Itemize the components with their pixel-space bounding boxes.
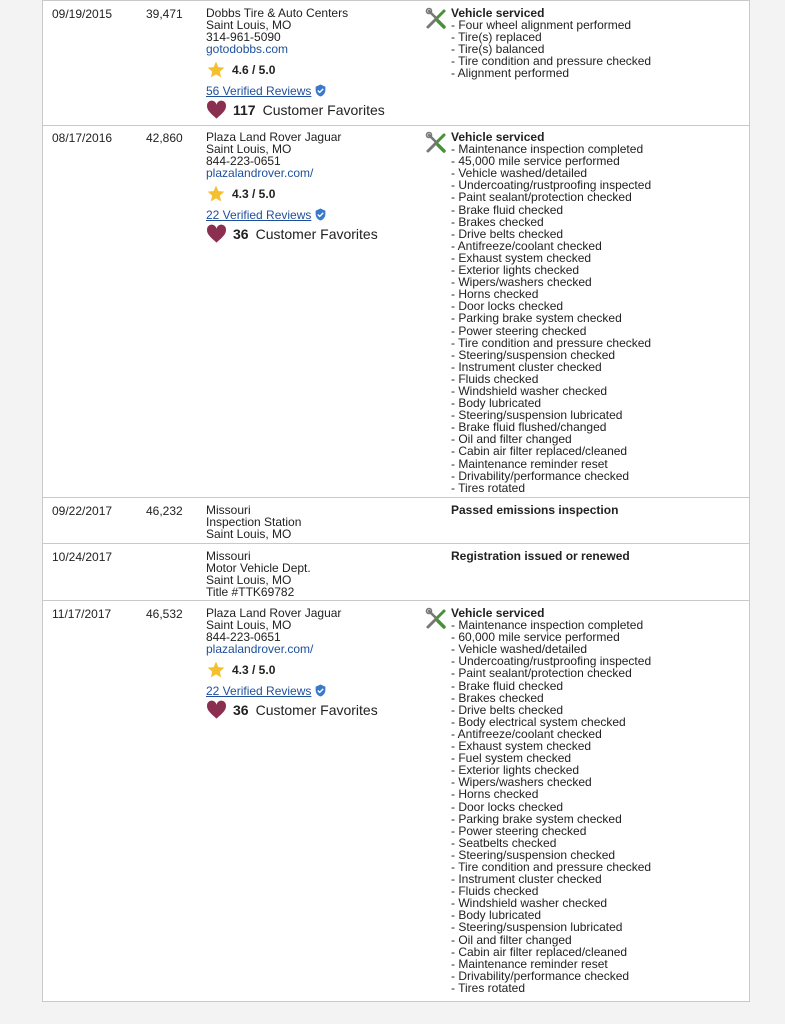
record-mileage: 39,471 bbox=[146, 7, 183, 21]
record-source bbox=[206, 7, 421, 119]
service-item: - Brake fluid flushed/changed bbox=[451, 420, 607, 435]
service-item: - 60,000 mile service performed bbox=[451, 630, 620, 645]
service-item: - Vehicle washed/detailed bbox=[451, 166, 588, 181]
service-item: - Exhaust system checked bbox=[451, 250, 592, 265]
heart-icon bbox=[206, 700, 227, 719]
service-item: - Oil and filter changed bbox=[451, 932, 572, 947]
service-item: - Drivability/performance checked bbox=[451, 968, 630, 983]
service-item: - Body lubricated bbox=[451, 396, 542, 411]
verified-reviews bbox=[206, 84, 421, 97]
service-item: - Body lubricated bbox=[451, 908, 542, 923]
verified-reviews-link[interactable]: 22 Verified Reviews bbox=[206, 683, 312, 698]
service-item: - Paint sealant/protection checked bbox=[451, 666, 632, 681]
star-icon bbox=[206, 184, 226, 204]
service-item: - Paint sealant/protection checked bbox=[451, 190, 632, 205]
service-item: - 45,000 mile service performed bbox=[451, 154, 620, 169]
service-item: - Door locks checked bbox=[451, 799, 564, 814]
verified-reviews bbox=[206, 208, 421, 221]
service-heading: Vehicle serviced bbox=[451, 6, 545, 20]
verified-badge-icon bbox=[314, 684, 327, 697]
service-item: - Maintenance inspection completed bbox=[451, 618, 644, 633]
service-item: - Exterior lights checked bbox=[451, 263, 580, 278]
source-line: Saint Louis, MO bbox=[206, 573, 292, 588]
service-item: - Cabin air filter replaced/cleaned bbox=[451, 444, 628, 459]
verified-badge-icon bbox=[314, 208, 327, 221]
service-item: - Steering/suspension checked bbox=[451, 847, 616, 862]
customer-favorites bbox=[206, 224, 421, 243]
verified-reviews-link[interactable]: 56 Verified Reviews bbox=[206, 83, 312, 98]
service-item: - Brake fluid checked bbox=[451, 202, 564, 217]
service-item: - Four wheel alignment performed bbox=[451, 18, 632, 33]
wrench-screwdriver-icon bbox=[425, 131, 449, 155]
service-item: - Cabin air filter replaced/cleaned bbox=[451, 944, 628, 959]
source-line: Missouri bbox=[206, 503, 251, 517]
record-details bbox=[425, 607, 743, 994]
service-heading: Vehicle serviced bbox=[451, 606, 545, 620]
history-row bbox=[43, 601, 749, 1001]
heart-icon bbox=[206, 224, 227, 243]
service-item: - Parking brake system checked bbox=[451, 311, 622, 326]
service-item: - Exhaust system checked bbox=[451, 739, 592, 754]
rating bbox=[206, 660, 421, 680]
service-item: - Wipers/washers checked bbox=[451, 775, 592, 790]
favorites-label: Customer Favorites bbox=[255, 701, 378, 718]
verified-reviews-link[interactable]: 22 Verified Reviews bbox=[206, 207, 312, 222]
service-lines bbox=[451, 7, 743, 80]
vehicle-history-table bbox=[42, 0, 750, 1002]
title-number: Title #TTK69782 bbox=[206, 585, 295, 600]
service-item: - Door locks checked bbox=[451, 299, 564, 314]
service-item: - Brakes checked bbox=[451, 690, 544, 705]
rating-value: 4.3 / 5.0 bbox=[232, 663, 276, 678]
star-icon bbox=[206, 60, 226, 80]
service-item: - Steering/suspension lubricated bbox=[451, 920, 623, 935]
service-item: - Horns checked bbox=[451, 287, 539, 302]
service-item: - Tire condition and pressure checked bbox=[451, 859, 652, 874]
service-item: - Drive belts checked bbox=[451, 702, 564, 717]
rating bbox=[206, 184, 421, 204]
service-item: - Antifreeze/coolant checked bbox=[451, 238, 602, 253]
service-item: - Exterior lights checked bbox=[451, 763, 580, 778]
service-item: - Brake fluid checked bbox=[451, 678, 564, 693]
record-date: 11/17/2017 bbox=[52, 607, 112, 621]
source-phone: 314-961-5090 bbox=[206, 30, 281, 45]
record-date: 09/22/2017 bbox=[52, 504, 113, 518]
record-source bbox=[206, 607, 421, 719]
service-item: - Alignment performed bbox=[451, 66, 570, 81]
source-name: Plaza Land Rover Jaguar bbox=[206, 606, 342, 620]
rating-value: 4.6 / 5.0 bbox=[232, 63, 276, 78]
service-item: - Power steering checked bbox=[451, 823, 587, 838]
source-line: Inspection Station bbox=[206, 515, 302, 530]
verified-badge-icon bbox=[314, 84, 327, 97]
source-phone: 844-223-0651 bbox=[206, 630, 281, 645]
history-row bbox=[43, 544, 749, 601]
heart-icon bbox=[206, 100, 227, 119]
source-location: Saint Louis, MO bbox=[206, 618, 292, 633]
service-item: - Maintenance reminder reset bbox=[451, 956, 608, 971]
service-item: - Wipers/washers checked bbox=[451, 275, 592, 290]
customer-favorites bbox=[206, 100, 421, 119]
source-website-link[interactable]: gotodobbs.com bbox=[206, 42, 289, 57]
source-location: Saint Louis, MO bbox=[206, 18, 292, 33]
service-item: - Tire condition and pressure checked bbox=[451, 335, 652, 350]
record-detail-text: Passed emissions inspection bbox=[451, 503, 619, 517]
service-lines bbox=[451, 131, 743, 494]
service-item: - Instrument cluster checked bbox=[451, 872, 602, 887]
favorites-label: Customer Favorites bbox=[255, 225, 378, 242]
record-date: 09/19/2015 bbox=[52, 7, 113, 21]
service-item: - Power steering checked bbox=[451, 323, 587, 338]
service-item: - Tires rotated bbox=[451, 480, 526, 495]
service-item: - Vehicle washed/detailed bbox=[451, 642, 588, 657]
service-item: - Windshield washer checked bbox=[451, 896, 608, 911]
service-item: - Undercoating/rustproofing inspected bbox=[451, 178, 652, 193]
rating bbox=[206, 60, 421, 80]
service-item: - Maintenance reminder reset bbox=[451, 456, 608, 471]
service-item: - Tires rotated bbox=[451, 980, 526, 995]
verified-reviews bbox=[206, 684, 421, 697]
record-details bbox=[425, 7, 743, 80]
wrench-screwdriver-icon bbox=[425, 607, 449, 631]
record-detail-text: Registration issued or renewed bbox=[451, 549, 630, 563]
source-line: Motor Vehicle Dept. bbox=[206, 561, 311, 576]
service-item: - Oil and filter changed bbox=[451, 432, 572, 447]
source-website-link[interactable]: plazalandrover.com/ bbox=[206, 166, 314, 181]
service-lines bbox=[451, 607, 743, 994]
source-name: Plaza Land Rover Jaguar bbox=[206, 130, 342, 144]
service-item: - Antifreeze/coolant checked bbox=[451, 726, 602, 741]
service-heading: Vehicle serviced bbox=[451, 130, 545, 144]
service-item: - Tire condition and pressure checked bbox=[451, 54, 652, 69]
source-name: Dobbs Tire & Auto Centers bbox=[206, 6, 349, 20]
history-row bbox=[43, 125, 749, 498]
favorites-count: 36 bbox=[233, 701, 249, 718]
source-website-link[interactable]: plazalandrover.com/ bbox=[206, 642, 314, 657]
service-item: - Undercoating/rustproofing inspected bbox=[451, 654, 652, 669]
history-row bbox=[43, 0, 749, 126]
service-item: - Windshield washer checked bbox=[451, 383, 608, 398]
source-location: Saint Louis, MO bbox=[206, 142, 292, 157]
record-source bbox=[206, 504, 421, 540]
record-mileage: 46,232 bbox=[146, 504, 183, 518]
customer-favorites bbox=[206, 700, 421, 719]
service-item: - Steering/suspension checked bbox=[451, 347, 616, 362]
service-item: - Brakes checked bbox=[451, 214, 544, 229]
record-date: 10/24/2017 bbox=[52, 550, 113, 564]
star-icon bbox=[206, 660, 226, 680]
service-item: - Fluids checked bbox=[451, 884, 539, 899]
service-item: - Instrument cluster checked bbox=[451, 359, 602, 374]
service-item: - Horns checked bbox=[451, 787, 539, 802]
source-phone: 844-223-0651 bbox=[206, 154, 281, 169]
source-line: Missouri bbox=[206, 549, 251, 563]
source-line: Saint Louis, MO bbox=[206, 527, 292, 542]
service-item: - Tire(s) balanced bbox=[451, 42, 545, 57]
service-item: - Parking brake system checked bbox=[451, 811, 622, 826]
record-details bbox=[425, 550, 743, 563]
record-source bbox=[206, 550, 421, 598]
record-details bbox=[425, 504, 743, 517]
record-mileage: 42,860 bbox=[146, 131, 183, 145]
favorites-count: 117 bbox=[233, 101, 256, 118]
record-date: 08/17/2016 bbox=[52, 131, 113, 145]
service-item: - Maintenance inspection completed bbox=[451, 142, 644, 157]
service-item: - Fuel system checked bbox=[451, 751, 572, 766]
service-item: - Drive belts checked bbox=[451, 226, 564, 241]
wrench-screwdriver-icon bbox=[425, 7, 449, 31]
service-item: - Steering/suspension lubricated bbox=[451, 408, 623, 423]
history-row bbox=[43, 498, 749, 544]
rating-value: 4.3 / 5.0 bbox=[232, 187, 276, 202]
favorites-count: 36 bbox=[233, 225, 249, 242]
service-item: - Fluids checked bbox=[451, 371, 539, 386]
record-mileage: 46,532 bbox=[146, 607, 183, 621]
service-item: - Seatbelts checked bbox=[451, 835, 557, 850]
service-item: - Drivability/performance checked bbox=[451, 468, 630, 483]
record-details bbox=[425, 131, 743, 494]
service-item: - Body electrical system checked bbox=[451, 714, 626, 729]
favorites-label: Customer Favorites bbox=[262, 101, 385, 118]
record-source bbox=[206, 131, 421, 243]
service-item: - Tire(s) replaced bbox=[451, 30, 542, 45]
